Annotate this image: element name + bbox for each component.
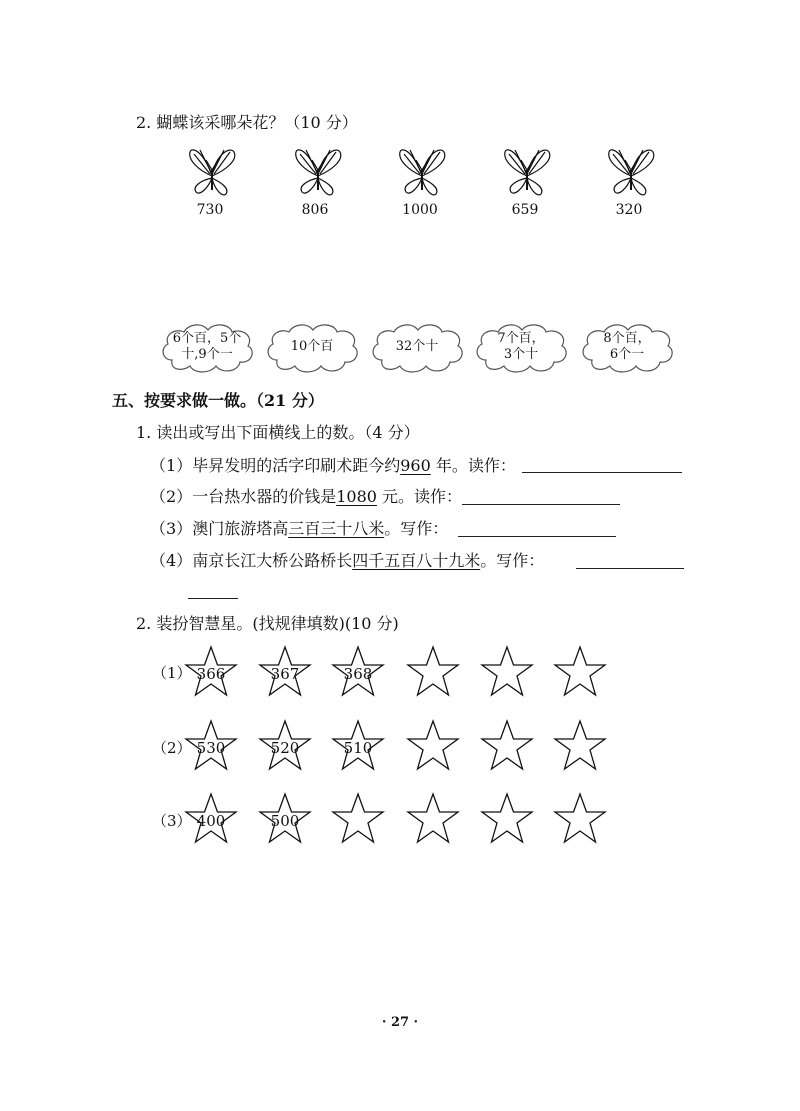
cloud-line-2: 十,9个一 — [181, 347, 233, 362]
butterfly-number: 1000 — [402, 202, 438, 218]
section-5-title: 五、按要求做一做。（21 分） — [112, 391, 324, 410]
butterfly-2[interactable] — [290, 142, 346, 206]
star-value: 500 — [270, 812, 300, 830]
butterfly-icon — [290, 142, 346, 202]
cloud-1[interactable] — [158, 320, 256, 380]
butterfly-icon — [603, 142, 659, 202]
star-empty[interactable] — [552, 719, 608, 779]
butterfly-3[interactable] — [394, 142, 450, 206]
star[interactable] — [257, 719, 313, 779]
butterfly-1[interactable] — [184, 142, 240, 206]
star-value: 400 — [196, 812, 226, 830]
answer-blank-3[interactable] — [458, 536, 616, 537]
item-text: 毕昇发明的活字印刷术距今约 — [192, 456, 401, 475]
butterfly-4[interactable] — [499, 142, 555, 206]
row-label: （1） — [152, 664, 192, 682]
star-icon — [552, 719, 608, 775]
star[interactable] — [330, 719, 386, 779]
cloud-line-1: 32个十 — [395, 339, 439, 354]
item-label: （1） — [150, 456, 193, 475]
butterfly-icon — [394, 142, 450, 202]
question-1-title: 1. 读出或写出下面横线上的数。（4 分） — [136, 423, 420, 442]
star[interactable] — [183, 645, 239, 705]
cloud-line-1: 8个百， — [603, 331, 651, 346]
star-empty[interactable] — [405, 792, 461, 852]
butterfly-icon — [184, 142, 240, 202]
star-row-1 — [0, 645, 800, 705]
cloud-row — [0, 318, 800, 382]
butterfly-number: 659 — [511, 202, 539, 218]
underlined-words: 三百三十八米 — [288, 519, 385, 538]
cloud-line-2: 6个一 — [609, 347, 645, 362]
row-label: （3） — [152, 812, 192, 830]
underlined-number: 960 — [400, 456, 431, 475]
row-label: （2） — [152, 739, 192, 757]
star-icon — [479, 645, 535, 701]
cloud-2[interactable] — [263, 320, 361, 380]
star-icon — [479, 792, 535, 848]
item-text: 一台热水器的价钱是 — [192, 487, 337, 506]
item-prompt: 年。读作： — [430, 456, 516, 475]
item-label: （3） — [150, 519, 193, 538]
cloud-line-2: 3个十 — [503, 347, 539, 362]
star-value: 367 — [270, 665, 300, 683]
butterfly-number: 320 — [615, 202, 643, 218]
question-2b-title: 2. 装扮智慧星。(找规律填数)(10 分) — [136, 614, 399, 633]
star-icon — [552, 645, 608, 701]
cloud-5[interactable] — [578, 320, 676, 380]
answer-blank-2[interactable] — [462, 504, 620, 505]
butterfly-number: 730 — [196, 202, 224, 218]
star-icon — [405, 645, 461, 701]
item-prompt: 。写作： — [480, 551, 545, 570]
star-empty[interactable] — [552, 645, 608, 705]
star-icon — [552, 792, 608, 848]
item-4 — [150, 551, 544, 571]
star-value: 510 — [343, 739, 373, 757]
star-row-2 — [0, 719, 800, 779]
star-icon — [479, 719, 535, 775]
item-prompt: 。写作： — [384, 519, 449, 538]
star-empty[interactable] — [405, 719, 461, 779]
star-value: 520 — [270, 739, 300, 757]
underlined-number: 1080 — [336, 487, 377, 506]
star-value: 366 — [196, 665, 226, 683]
item-prompt: 元。读作： — [376, 487, 463, 506]
star[interactable] — [257, 792, 313, 852]
cloud-line-1: 6个百，5个 — [172, 331, 242, 346]
item-text: 澳门旅游塔高 — [192, 519, 289, 538]
star-icon — [330, 792, 386, 848]
butterfly-icon — [499, 142, 555, 202]
star-icon — [405, 792, 461, 848]
cloud-3[interactable] — [368, 320, 466, 380]
question-2-title: 2. 蝴蝶该采哪朵花？（10 分） — [136, 113, 358, 132]
star-empty[interactable] — [405, 645, 461, 705]
item-label: （4） — [150, 551, 193, 570]
butterfly-row — [0, 140, 800, 230]
answer-blank-4[interactable] — [576, 568, 684, 569]
star-empty[interactable] — [330, 792, 386, 852]
answer-blank-4-continued[interactable] — [188, 598, 238, 599]
item-label: （2） — [150, 487, 193, 506]
star-icon — [405, 719, 461, 775]
star[interactable] — [183, 792, 239, 852]
star[interactable] — [330, 645, 386, 705]
page-number: · 27 · — [381, 1015, 419, 1030]
cloud-line-1: 7个百， — [497, 331, 545, 346]
star-empty[interactable] — [479, 645, 535, 705]
cloud-line-1: 10个百 — [290, 339, 334, 354]
answer-blank-1[interactable] — [522, 472, 682, 473]
cloud-4[interactable] — [472, 320, 570, 380]
star-value: 530 — [196, 739, 226, 757]
star-empty[interactable] — [479, 719, 535, 779]
star-value: 368 — [343, 665, 373, 683]
item-1 — [150, 456, 516, 476]
star-row-3 — [0, 792, 800, 852]
underlined-words: 四千五百八十九米 — [352, 551, 481, 570]
star-empty[interactable] — [479, 792, 535, 852]
item-2 — [150, 487, 462, 507]
butterfly-number: 806 — [301, 202, 329, 218]
item-3 — [150, 519, 448, 539]
star-empty[interactable] — [552, 792, 608, 852]
item-text: 南京长江大桥公路桥长 — [192, 551, 353, 570]
star[interactable] — [183, 719, 239, 779]
butterfly-5[interactable] — [603, 142, 659, 206]
star[interactable] — [257, 645, 313, 705]
